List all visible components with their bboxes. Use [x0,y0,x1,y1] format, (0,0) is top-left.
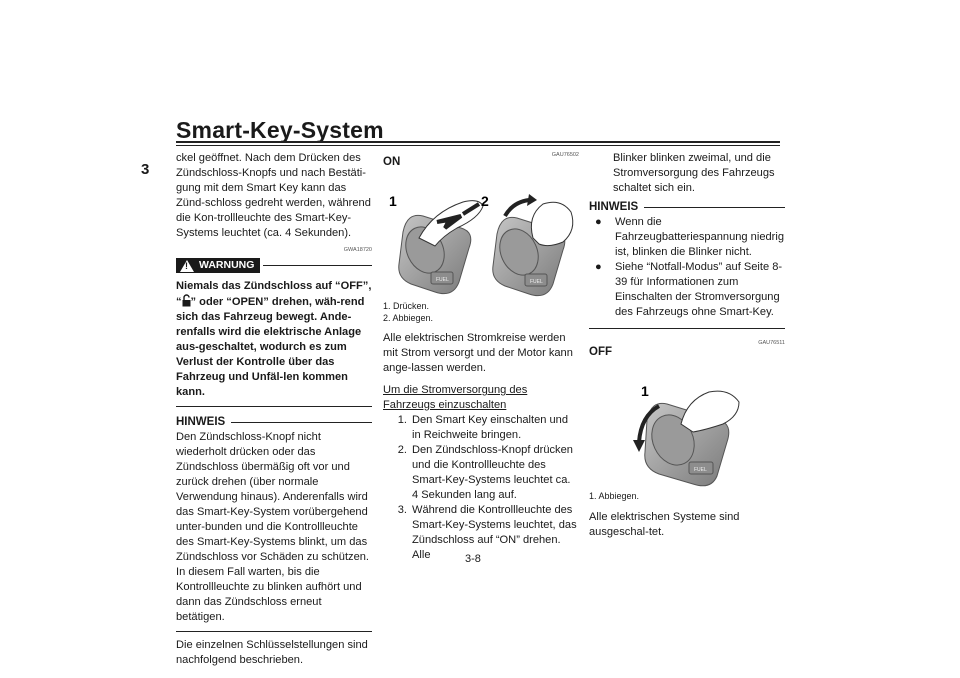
off-caption: 1. Abbiegen. [589,491,640,501]
page-title: Smart-Key-System [176,117,384,143]
off-figure [589,362,785,490]
fuel-label-right: FUEL [530,279,543,285]
warning-text [176,279,372,400]
on-section-title: ON [383,156,401,168]
on-figure [383,172,579,300]
bullet-item [589,260,785,320]
step-text: Den Smart Key einschalten und in Reichweite bringen. [412,414,569,441]
intro-paragraph: ckel geöffnet. Nach dem Drücken des Zündschloss-Knopfs und nach Bestäti-gung mit dem Smart Key kann das Zünd-schloss gedreht werden, während die Kon-trollleuchte des Smart-Key-Systems leuchtet (ca. 4 Sekunden). [176,152,371,239]
hinweis-label-right: HINWEIS [589,201,639,213]
hinweis-header-right [589,200,785,215]
bullet-icon: ● [595,261,602,273]
bullet-icon: ● [595,216,602,228]
step-number: 3. [397,504,407,516]
bullet-text: Wenn die Fahrzeugbatteriespannung niedrig ist, blinken die Blinker nicht. [615,216,784,258]
step-item [383,443,579,503]
warning-text-part-a: Niemals das Zündschloss auf “OFF”, “ [176,280,372,308]
step-number: 2. [397,444,407,456]
warning-header [176,258,372,273]
chapter-number: 3 [141,161,150,178]
step-text: Den Zündschloss-Knopf drücken und die Kontrollleuchte des Smart-Key-Systems leuchtet ca. 4 Sekunden lang auf. [412,444,573,501]
page-number: 3-8 [465,553,481,565]
title-rule-thick [176,141,780,143]
hinweis-end-rule-right [589,328,785,329]
caption-1: 1. Drücken. [383,301,430,311]
off-section-title: OFF [589,346,612,358]
warning-text-part-b: ” oder “OPEN” drehen, wäh-rend sich das Fahrzeug bewegt. Ande-renfalls wird die elektrische Anlage aus-geschaltet, wodurch es zum Verlust der Kontrolle über das Fahrzeug und Unfäl-len kommen kann. [176,296,365,398]
right-column [589,151,785,540]
lock-icon [182,294,191,307]
hinweis-rule-right [644,207,785,208]
middle-column [383,151,579,563]
hand-right [531,202,572,245]
continuation-text: Blinker blinken zweimal, und die Stromversorgung des Fahrzeugs schaltet sich ein. [613,152,775,194]
on-body: Alle elektrischen Stromkreise werden mit Strom versorgt und der Motor kann ange-lassen werden. [383,332,573,374]
warning-label: WARNUNG [199,259,255,271]
off-figure-label-1: 1 [641,383,649,399]
warning-triangle-icon: ! [180,260,194,272]
warning-code: GWA18720 [343,247,372,253]
off-section-code: GAU76511 [758,340,785,346]
figure-label-1: 1 [389,193,397,209]
fuel-label-left: FUEL [436,277,449,283]
hinweis-rule [231,422,372,423]
bullet-item [589,215,785,260]
bullet-text: Siehe “Notfall-Modus” auf Seite 8-39 für Informationen zum Einschalten der Stromversorgung des Fahrzeugs ohne Smart-Key. [615,261,783,318]
warning-end-rule [176,406,372,407]
outro-paragraph: Die einzelnen Schlüsselstellungen sind nachfolgend beschrieben. [176,639,368,666]
on-captions [383,300,579,324]
step-item [383,503,579,563]
on-section-code: GAU76502 [551,152,579,158]
step-text: Während die Kontrollleuchte des Smart-Key-Systems leuchtet, das Zündschloss auf “ON” drehen. Alle [412,504,577,561]
warning-rule [263,265,372,266]
figure-label-2: 2 [481,193,489,209]
hinweis-end-rule [176,631,372,632]
fuel-label-off: FUEL [694,467,707,473]
procedure-steps [383,413,579,563]
hinweis-label: HINWEIS [176,416,226,428]
title-rule-thin [176,145,780,146]
step-item [383,413,579,443]
caption-2: 2. Abbiegen. [383,313,434,323]
turn-arrow-icon [505,200,529,216]
hand-off [681,391,739,432]
warning-badge [176,258,260,273]
hinweis-header [176,415,372,430]
off-body: Alle elektrischen Systeme sind ausgeschal-tet. [589,511,740,538]
step-number: 1. [397,414,407,426]
hinweis-text: Den Zündschloss-Knopf nicht wiederholt drücken oder das Zündschloss übermäßig oft vor und zurück drehen (über normale Verwendung hinaus). Anderenfalls wird das Smart-Key-System vorübergehend unter-bunden und die Kontrollleuchte des Smart-Key-Systems blinkt, um das Zündschloss vor Schäden zu schützen. In diesem Fall warten, bis die Kontrollleuchte zu blinken aufhört und dann das Zündschloss erneut betätigen. [176,431,370,623]
left-column [176,151,372,668]
procedure-title: Um die Stromversorgung des Fahrzeugs einzuschalten [383,384,528,411]
